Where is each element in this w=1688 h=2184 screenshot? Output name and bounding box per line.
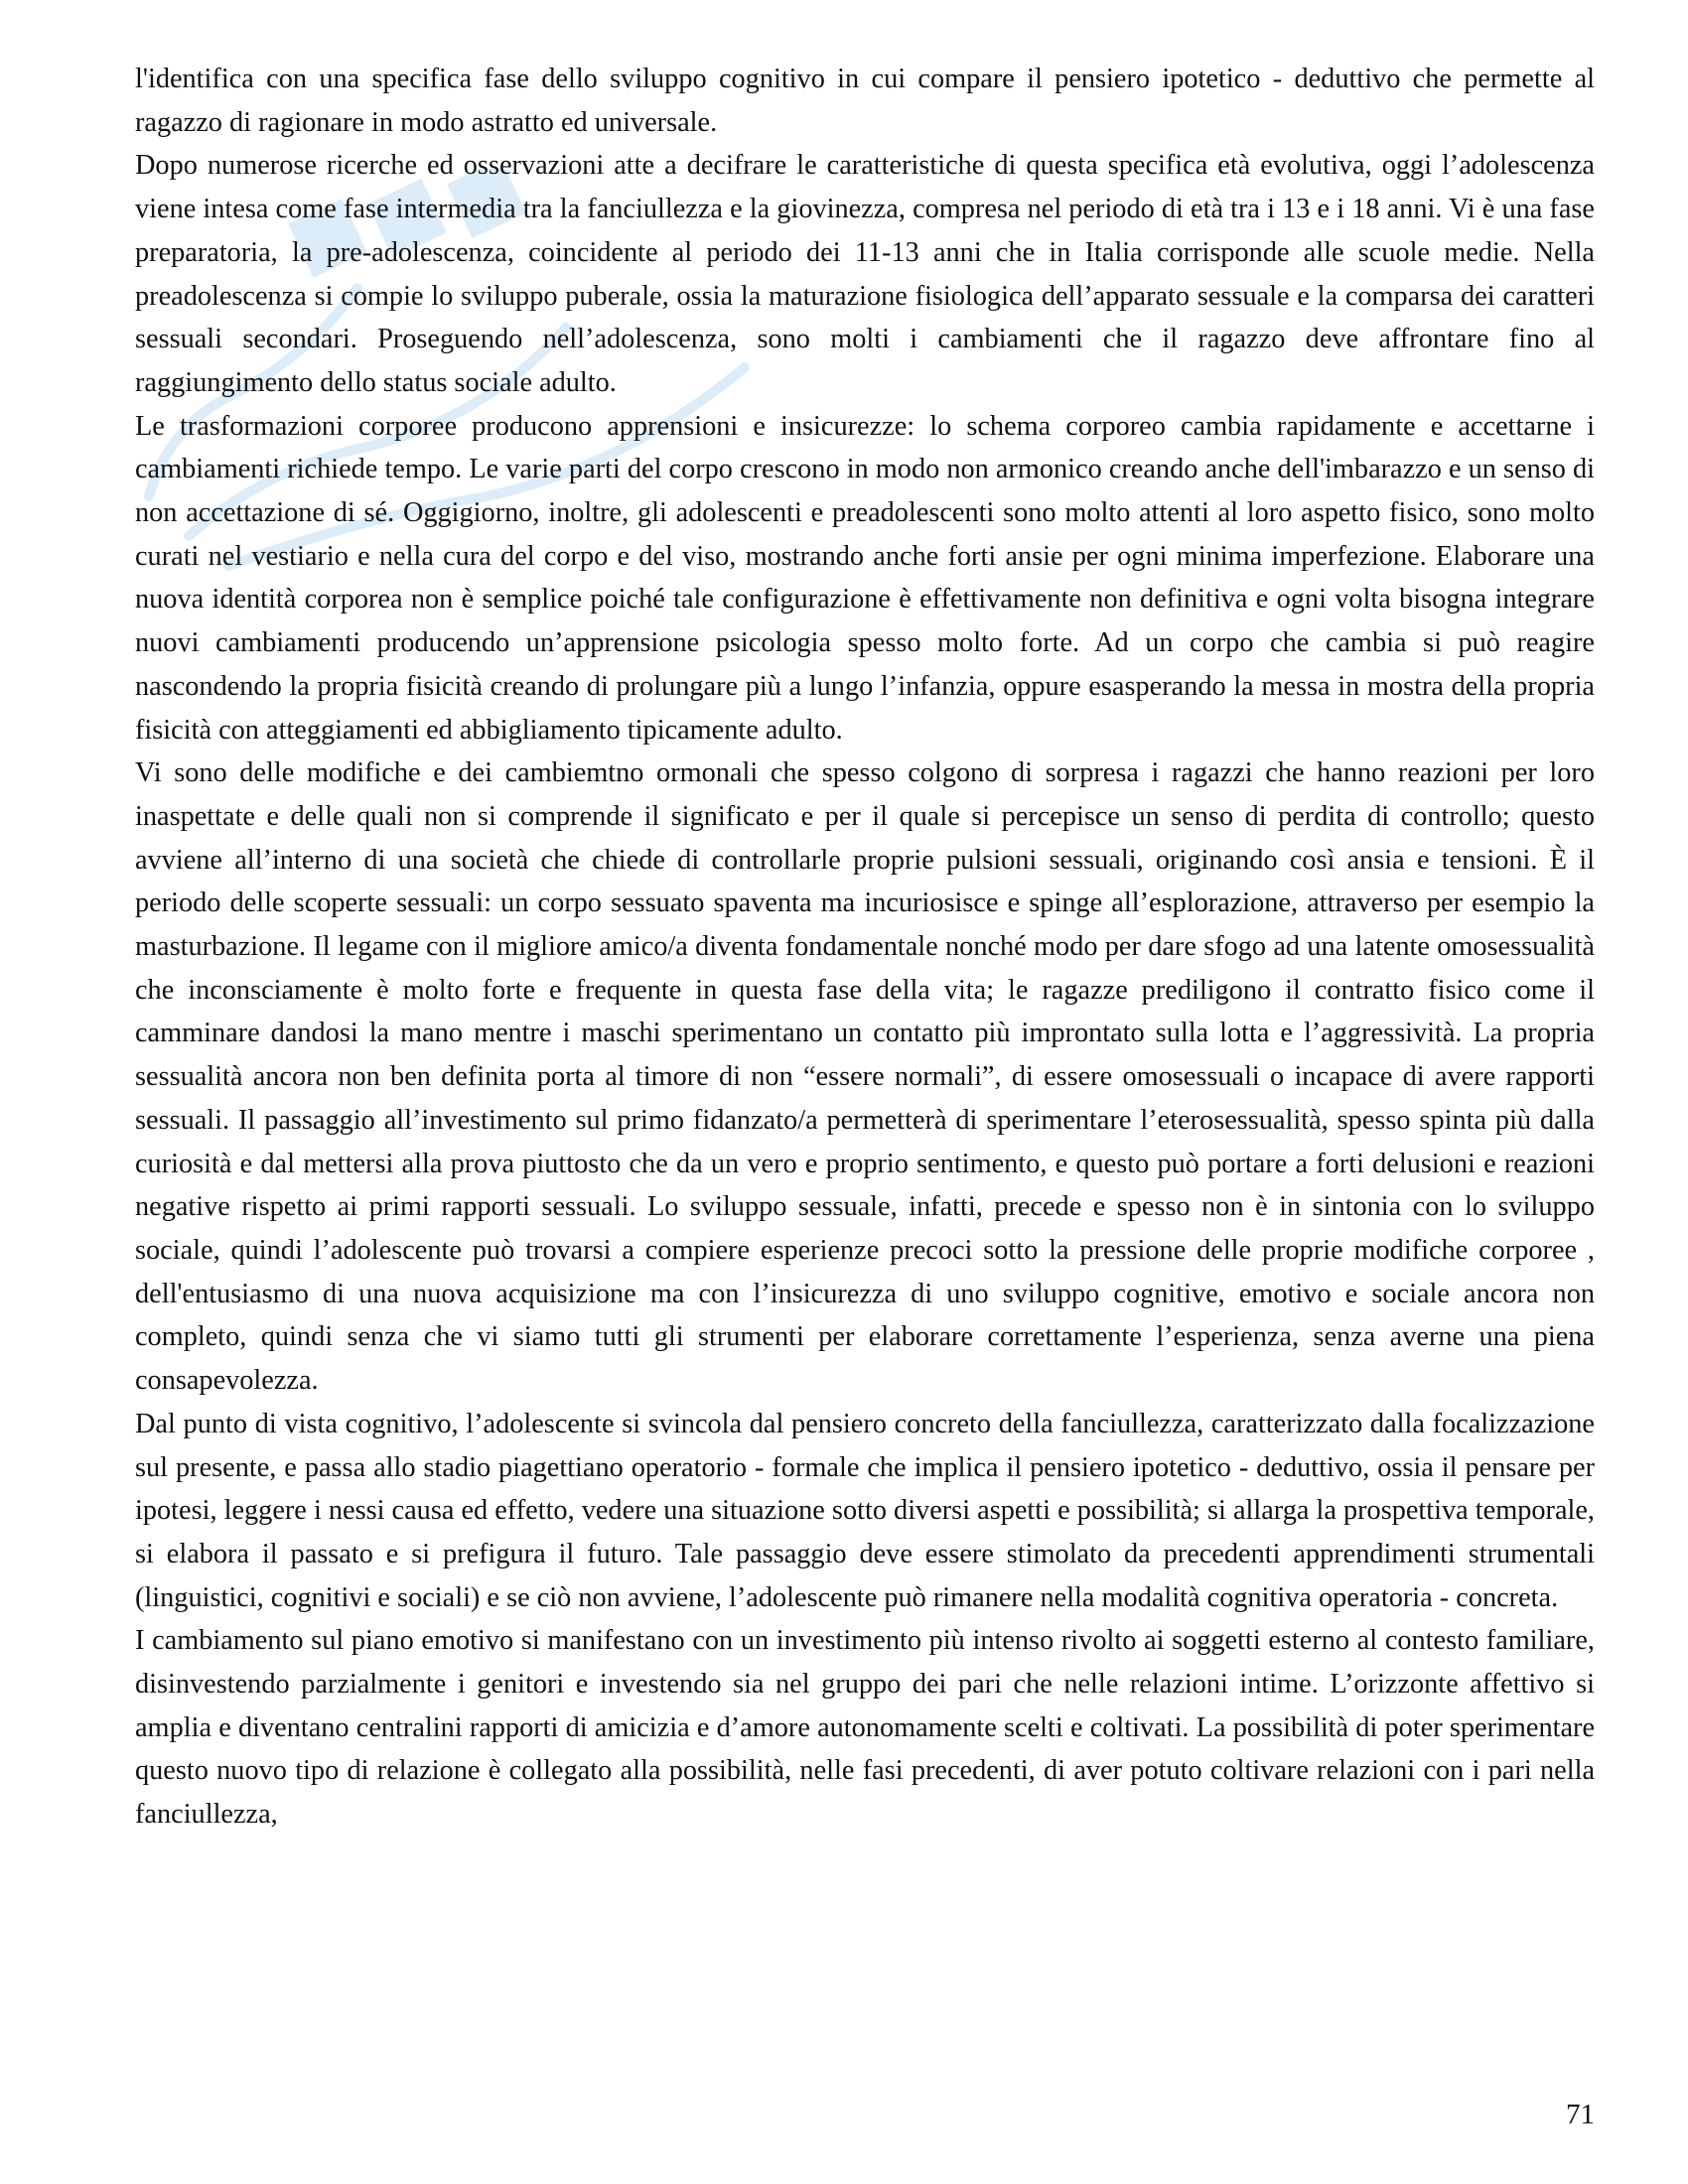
paragraph: Vi sono delle modifiche e dei cambiemtno ormonali che spesso colgono di sorpresa i ragazzi che hanno reazioni per loro inaspettate e delle quali non si comprende il significato e per il quale si percepisce un senso di perdita di controllo; questo avviene all’interno di una società che chiede di controllarle proprie pulsioni sessuali, originando così ansia e tensioni. È il periodo delle scoperte sessuali: un corpo sessuato spaventa ma incuriosisce e spinge all’esplorazione, attraverso per esempio la masturbazione. Il legame con il migliore amico/a diventa fondamentale nonché modo per dare sfogo ad una latente omosessualità che inconsciamente è molto forte e frequente in questa fase della vita; le ragazze prediligono il contratto fisico come il camminare dandosi la mano mentre i maschi sperimentano un contatto più improntato sulla lotta e l’aggressività. La propria sessualità ancora non ben definita porta al timore di non “essere normali”, di essere omosessuali o incapace di avere rapporti sessuali. Il passaggio all’investimento sul primo fidanzato/a permetterà di sperimentare l’eterosessualità, spesso spinta più dalla curiosità e dal mettersi alla prova piuttosto che da un vero e proprio sentimento, e questo può portare a forti delusioni e reazioni negative rispetto ai primi rapporti sessuali. Lo sviluppo sessuale, infatti, precede e spesso non è in sintonia con lo sviluppo sociale, quindi l’adolescente può trovarsi a compiere esperienze precoci sotto la pressione delle proprie modifiche corporee , dell'entusiasmo di una nuova acquisizione ma con l’insicurezza di uno sviluppo cognitive, emotivo e sociale ancora non completo, quindi senza che vi siamo tutti gli strumenti per elaborare correttamente l’esperienza, senza averne una piena consapevolezza. — [135, 757, 1595, 1397]
paragraph: l'identifica con una specifica fase dello sviluppo cognitivo in cui compare il pensiero ipotetico - deduttivo che permette al ragazzo di ragionare in modo astratto ed universale. — [135, 64, 1595, 138]
paragraph: Dopo numerose ricerche ed osservazioni atte a decifrare le caratteristiche di questa specifica età evolutiva, oggi l’adolescenza viene intesa come fase intermedia tra la fanciullezza e la giovinezza, compresa nel periodo di età tra i 13 e i 18 anni. Vi è una fase preparatoria, la pre-adolescenza, coincidente al periodo dei 11-13 anni che in Italia corrisponde alle scuole medie. Nella preadolescenza si compie lo sviluppo puberale, ossia la maturazione fisiologica dell’apparato sessuale e la comparsa dei caratteri sessuali secondari. Proseguendo nell’adolescenza, sono molti i cambiamenti che il ragazzo deve affrontare fino al raggiungimento dello status sociale adulto. — [135, 150, 1595, 398]
body-text — [135, 58, 1595, 1837]
paragraph: I cambiamento sul piano emotivo si manifestano con un investimento più intenso rivolto ai soggetti esterno al contesto familiare, disinvestendo parzialmente i genitori e investendo sia nel gruppo dei pari che nelle relazioni intime. L’orizzonte affettivo si amplia e diventano centralini rapporti di amicizia e d’amore autonomamente scelti e coltivati. La possibilità di poter sperimentare questo nuovo tipo di relazione è collegato alla possibilità, nelle fasi precedenti, di aver potuto coltivare relazioni con i pari nella fanciullezza, — [135, 1625, 1595, 1831]
page-number: 71 — [1566, 2099, 1595, 2130]
paragraph: Dal punto di vista cognitivo, l’adolescente si svincola dal pensiero concreto della fanciullezza, caratterizzato dalla focalizzazione sul presente, e passa allo stadio piagettiano operatorio - formale che implica il pensiero ipotetico - deduttivo, ossia il pensare per ipotesi, leggere i nessi causa ed effetto, vedere una situazione sotto diversi aspetti e possibilità; si allarga la prospettiva temporale, si elabora il passato e si prefigura il futuro. Tale passaggio deve essere stimolato da precedenti apprendimenti strumentali (linguistici, cognitivi e sociali) e se ciò non avviene, l’adolescente può rimanere nella modalità cognitiva operatoria - concreta. — [135, 1408, 1595, 1613]
paragraph: Le trasformazioni corporee producono apprensioni e insicurezze: lo schema corporeo cambia rapidamente e accettarne i cambiamenti richiede tempo. Le varie parti del corpo crescono in modo non armonico creando anche dell'imbarazzo e un senso di non accettazione di sé. Oggigiorno, inoltre, gli adolescenti e preadolescenti sono molto attenti al loro aspetto fisico, sono molto curati nel vestiario e nella cura del corpo e del viso, mostrando anche forti ansie per ogni minima imperfezione. Elaborare una nuova identità corporea non è semplice poiché tale configurazione è effettivamente non definitiva e ogni volta bisogna integrare nuovi cambiamenti producendo un’apprensione psicologia spesso molto forte. Ad un corpo che cambia si può reagire nascondendo la propria fisicità creando di prolungare più a lungo l’infanzia, oppure esasperando la messa in mostra della propria fisicità con atteggiamenti ed abbigliamento tipicamente adulto. — [135, 410, 1595, 746]
